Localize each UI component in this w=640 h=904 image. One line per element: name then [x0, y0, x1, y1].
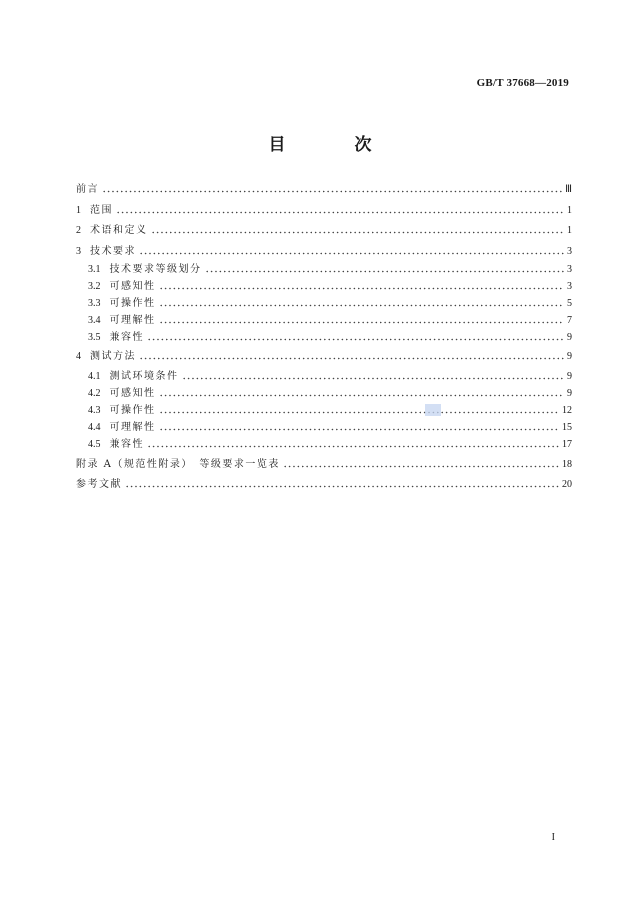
- toc-entry[interactable]: [76, 204, 572, 218]
- toc-entry-page: Ⅲ: [565, 184, 572, 195]
- toc-dot-leader: [151, 231, 565, 234]
- toc-entry-number: 4.3: [88, 405, 101, 416]
- toc-dot-leader: [159, 428, 560, 431]
- toc-entry-label: 术语和定义: [90, 225, 148, 236]
- toc-entry-label: 兼容性: [109, 439, 144, 450]
- toc-entry-label: 测试方法: [90, 351, 136, 362]
- toc-entry[interactable]: [88, 314, 572, 328]
- toc-entry-number: 4.5: [88, 439, 101, 450]
- toc-entry[interactable]: [76, 245, 572, 259]
- toc-dot-leader: [159, 304, 565, 307]
- toc-dot-leader: [116, 211, 564, 214]
- toc-entry[interactable]: [88, 331, 572, 345]
- toc-entry-page: 15: [562, 422, 572, 433]
- toc-entry-number: 4.2: [88, 388, 101, 399]
- scan-mark: [425, 404, 441, 416]
- toc-entry[interactable]: [76, 458, 572, 472]
- toc-entry-label: 参考文献: [76, 479, 122, 490]
- toc-dot-leader: [159, 411, 560, 414]
- toc-dot-leader: [147, 445, 559, 448]
- toc-entry[interactable]: [76, 224, 572, 238]
- toc-entry[interactable]: [76, 350, 572, 364]
- toc-entry-number: 1: [76, 205, 81, 216]
- toc-dot-leader: [139, 252, 564, 255]
- toc-entry[interactable]: [88, 263, 572, 277]
- toc-entry[interactable]: [76, 183, 572, 197]
- toc-entry-number: 3.2: [88, 281, 101, 292]
- toc-entry-page: 18: [562, 459, 572, 470]
- toc-entry-number: 3.5: [88, 332, 101, 343]
- toc-dot-leader: [159, 287, 565, 290]
- document-code: GB/T 37668—2019: [476, 77, 569, 89]
- toc-entry-label: 可理解性: [109, 422, 156, 433]
- toc-entry[interactable]: [76, 478, 572, 492]
- toc-entry-page: 3: [567, 246, 572, 257]
- toc-entry-number: 4.4: [88, 422, 101, 433]
- toc-entry-label: 技术要求等级划分: [109, 264, 202, 275]
- toc-entry[interactable]: [88, 280, 572, 294]
- toc-entry[interactable]: [88, 370, 572, 384]
- toc-entry-label: 可理解性: [109, 315, 156, 326]
- toc-entry-page: 1: [567, 205, 572, 216]
- toc-entry-page: 9: [567, 388, 572, 399]
- toc-dot-leader: [159, 394, 565, 397]
- toc-dot-leader: [159, 321, 565, 324]
- toc-entry-page: 5: [567, 298, 572, 309]
- page-title: 目 次: [268, 135, 398, 155]
- toc-entry-page: 3: [567, 281, 572, 292]
- toc-entry-number: 3.3: [88, 298, 101, 309]
- toc-dot-leader: [205, 270, 565, 273]
- toc-entry-number: 2: [76, 225, 81, 236]
- toc-entry-label: 技术要求: [90, 246, 136, 257]
- toc-dot-leader: [283, 465, 559, 468]
- toc-entry[interactable]: [88, 404, 572, 418]
- toc-entry-label: 可感知性: [109, 388, 156, 399]
- toc-entry-number: 4: [76, 351, 81, 362]
- toc-entry-page: 20: [562, 479, 572, 490]
- toc-dot-leader: [102, 190, 562, 193]
- toc-entry-number: 4.1: [88, 371, 101, 382]
- toc-entry-label: 兼容性: [109, 332, 144, 343]
- toc-dot-leader: [182, 377, 565, 380]
- toc-entry-page: 9: [567, 332, 572, 343]
- toc-entry[interactable]: [88, 421, 572, 435]
- toc-entry[interactable]: [88, 438, 572, 452]
- toc-entry-page: 12: [562, 405, 572, 416]
- toc-entry-label: 可操作性: [109, 298, 156, 309]
- page-number: I: [551, 832, 555, 843]
- toc-dot-leader: [125, 485, 559, 488]
- toc-entry-number: 3.1: [88, 264, 101, 275]
- toc-entry-number: 3.4: [88, 315, 101, 326]
- toc-dot-leader: [147, 338, 564, 341]
- toc-entry-label: 测试环境条件: [109, 371, 179, 382]
- toc-entry-label: 可感知性: [109, 281, 156, 292]
- toc-entry-label: 可操作性: [109, 405, 156, 416]
- toc-dot-leader: [139, 357, 564, 360]
- toc-entry-page: 3: [567, 264, 572, 275]
- toc-entry-label: 前言: [76, 184, 99, 195]
- toc-entry-page: 9: [567, 371, 572, 382]
- toc-entry-page: 1: [567, 225, 572, 236]
- toc-entry[interactable]: [88, 387, 572, 401]
- toc-entry-page: 9: [567, 351, 572, 362]
- toc-entry[interactable]: [88, 297, 572, 311]
- toc-entry-label: 附录 A（规范性附录） 等级要求一览表: [76, 459, 280, 470]
- toc-entry-label: 范围: [90, 205, 113, 216]
- toc-entry-number: 3: [76, 246, 81, 257]
- toc-entry-page: 17: [562, 439, 572, 450]
- toc-entry-page: 7: [567, 315, 572, 326]
